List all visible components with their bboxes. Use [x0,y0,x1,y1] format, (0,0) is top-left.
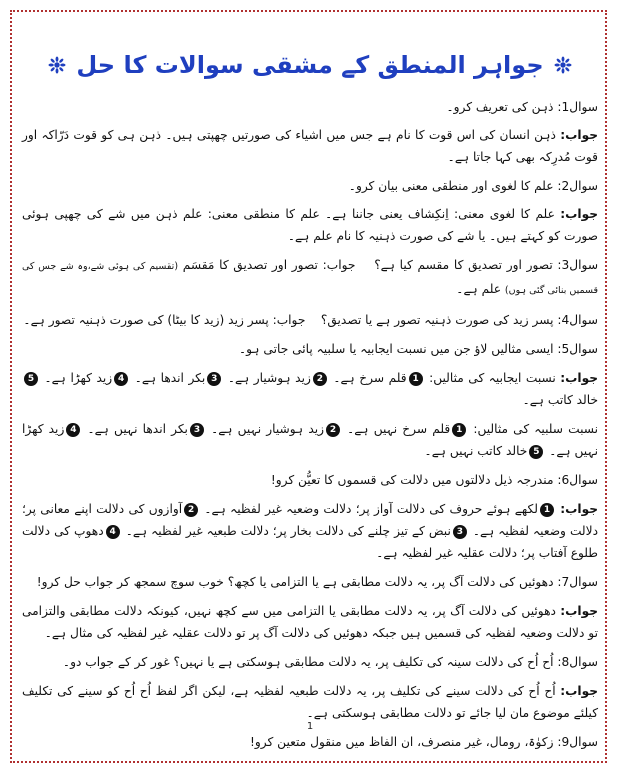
example-item: قلم سرخ نہیں ہے۔ [347,422,451,436]
answer-text: اُح اُح کی دلالت سینے کی تکلیف پر، یہ دلالت طبعیہ لفظیہ ہے، لیکن اگر لفظ اُح اُح کو سینے کی تکلیف کیلئے موضوع مان لیا جائے تو دلالت مطابقی ہوسکتی ہے۔ [22,684,598,720]
answer-note: (تقسیم کی ہوئی شے،وہ شے جس کی قسمیں بنائی گئی ہوں) [22,261,598,296]
question-label: سوال4: [557,313,598,327]
number-badge-3: 3 [207,372,221,386]
number-badge-3: 3 [190,423,204,437]
example-item: خالد کاتب ہے۔ [522,393,598,407]
flower-ornament-icon [554,56,572,74]
number-badge-5: 5 [24,372,38,386]
answer-label: جواب: [560,128,599,142]
question-label: سوال7: [557,575,598,589]
number-badge-2: 2 [326,423,340,437]
page-title: جواہر المنطق کے مشقی سوالات کا حل [76,51,544,79]
question-text: ایسی مثالیں لاؤ جن میں نسبت ایجابیہ یا سلبیہ پائی جاتی ہو۔ [238,342,554,356]
question-label: سوال3: [557,258,599,272]
number-badge-4: 4 [66,423,80,437]
question-1 [22,96,598,118]
answer-label: جواب: [560,371,599,385]
example-item: بکر اندھا نہیں ہے۔ [87,422,188,436]
question-label: سوال5: [557,342,598,356]
question-text: تصور اور تصدیق کا مقسم کیا ہے؟ [374,258,553,272]
question-7 [22,571,598,593]
answer-item: نبض کے تیز چلنے کی دلالت بخار پر؛ دلالت طبعیہ غیر لفظیہ ہے۔ [125,524,451,538]
question-4 [22,309,598,331]
answer-5-affirmative [22,367,598,411]
example-item: زید ہوشیار نہیں ہے۔ [211,422,324,436]
example-item: زید کھڑا نہیں ہے۔ [22,422,598,458]
answer-6 [22,498,598,564]
question-5 [22,338,598,360]
answer-label: جواب: [560,604,598,618]
answer-text: ذہن انسان کی اس قوت کا نام ہے جس میں اشیاء کی صورتیں چھپتی ہیں۔ ذہن ہی کو قوت دَرّاکہ اور قوت مُدرِکہ بھی کہا جاتا ہے۔ [22,128,598,164]
answer-item: آوازوں کی دلالت اپنے معانی پر؛ دلالت وضعیہ لفظیہ ہے۔ [22,502,599,538]
answer-item: لکھے ہوئے حروف کی دلالت آواز پر؛ دلالت وضعیہ غیر لفظیہ ہے۔ [204,502,538,516]
answer-label: جواب: [560,207,598,221]
number-badge-5: 5 [529,445,543,459]
answer-label: جواب: [322,258,356,272]
question-label: سوال9: [557,735,598,749]
examples-lead: نسبت سلبیہ کی مثالیں: [473,422,599,436]
answer-label: جواب: [272,313,306,327]
number-badge-2: 2 [184,503,198,517]
question-text: دھوئیں کی دلالت آگ پر، یہ دلالت مطابقی ہے یا التزامی یا کچھ؟ خوب سوچ سمجھ کر جواب حل کرو! [36,575,554,589]
answer-text: تصور اور تصدیق کا مَقسَم [182,258,318,272]
answer-1 [22,124,598,168]
question-text: زکوٰۃ، رومال، غیر منصرف، ان الفاظ میں منقول متعین کرو! [250,735,554,749]
question-text: مندرجہ ذیل دلالتوں میں دلالت کی قسموں کا تعیُّن کرو! [270,473,554,487]
example-item: قلم سرخ ہے۔ [333,371,407,385]
answer-label: جواب: [560,684,598,698]
number-badge-3: 3 [453,525,467,539]
answer-text-end: علم ہے۔ [456,282,502,296]
page-number: 1 [306,721,314,732]
example-item: زید ہوشیار ہے۔ [227,371,311,385]
question-text: ذہن کی تعریف کرو۔ [446,100,554,114]
example-item: خالد کاتب نہیں ہے۔ [424,444,528,458]
question-text: پسر زید کی صورت ذہنیہ تصور ہے یا تصدیق؟ [320,313,554,327]
answer-8 [22,680,598,724]
question-9 [22,731,598,753]
number-badge-2: 2 [313,372,327,386]
answer-text: پسر زید (زید کا بیٹا) کی صورت ذہنیہ تصور ہے۔ [23,313,269,327]
answer-2 [22,203,598,247]
answer-5-negative [22,418,598,462]
title-row [0,48,620,82]
examples-lead: نسبت ایجابیہ کی مثالیں: [429,371,556,385]
document-body [22,96,599,749]
number-badge-1: 1 [409,372,423,386]
question-label: سوال8: [557,655,598,669]
question-3 [22,254,598,302]
answer-label: جواب: [560,502,599,516]
question-label: سوال6: [557,473,598,487]
question-6 [22,469,598,491]
question-text: اُح اُح کی دلالت سینہ کی تکلیف پر، یہ دلالت مطابقی ہوسکتی ہے یا نہیں؟ غور کر کے جواب دو۔ [62,655,554,669]
number-badge-4: 4 [106,525,120,539]
example-item: بکر اندھا ہے۔ [134,371,206,385]
number-badge-1: 1 [452,423,466,437]
answer-text: دھوئیں کی دلالت آگ پر، یہ دلالت مطابقی یا التزامی میں سے کچھ نہیں، کیونکہ دلالت مطابقی والتزامی تو دلالت وضعیہ لفظیہ کی قسمیں ہیں جبکہ دھوئیں کی دلالت آگ پر تو دلالت عقلیہ غیر لفظیہ کی مثال ہے۔ [22,604,598,640]
number-badge-1: 1 [540,503,554,517]
question-label: سوال1: [557,100,598,114]
example-item: زید کھڑا ہے۔ [44,371,113,385]
question-label: سوال2: [557,179,598,193]
number-badge-4: 4 [114,372,128,386]
answer-item: دھوپ کی دلالت طلوع آفتاب پر؛ دلالت عقلیہ غیر لفظیہ ہے۔ [22,524,598,560]
question-text: علم کا لغوی اور منطقی معنی بیان کرو۔ [348,179,554,193]
flower-ornament-icon [48,56,66,74]
answer-text: علم کا لغوی معنی: اِنکِشاف یعنی جاننا ہے۔ علم کا منطقی معنی: علم ذہن میں شے کی چھپی ہوئی صورت کو کہتے ہیں۔ یا شے کی صورت ذہنیہ کا نام علم ہے۔ [22,207,598,243]
question-2 [22,175,598,197]
question-8 [22,651,598,673]
answer-7 [22,600,598,644]
